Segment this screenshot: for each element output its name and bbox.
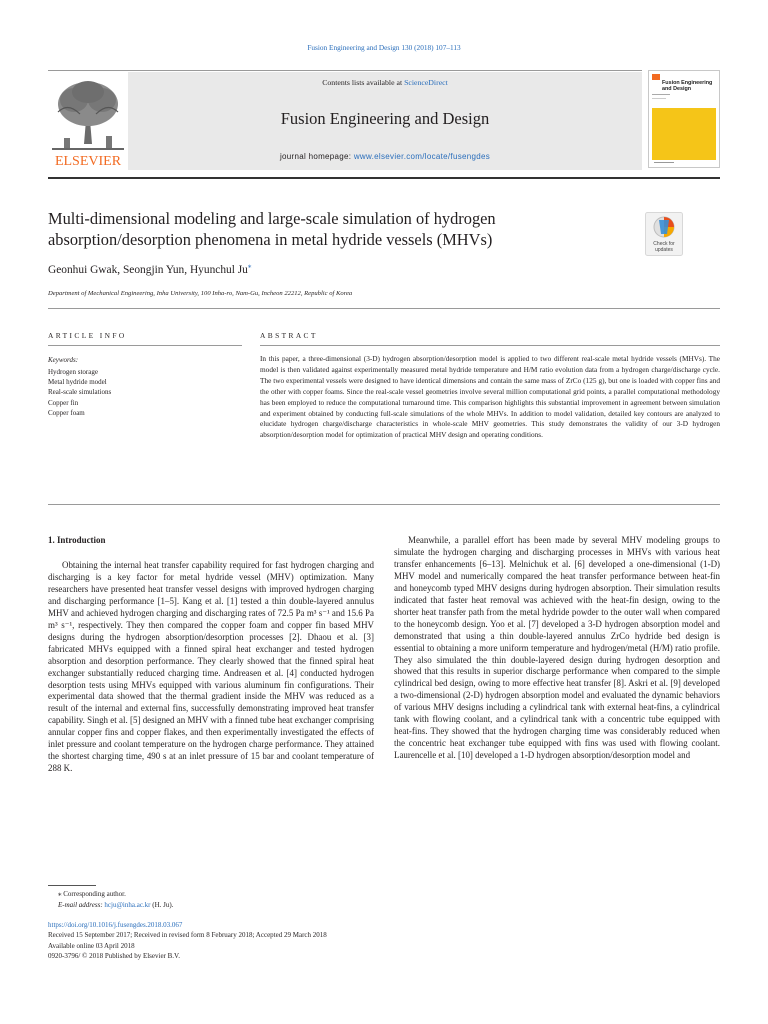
- svg-text:updates: updates: [655, 247, 673, 253]
- email-label: E-mail address:: [58, 900, 105, 909]
- crossmark-icon: [645, 212, 683, 256]
- affiliation-rule: [48, 308, 720, 309]
- homepage-link[interactable]: www.elsevier.com/locate/fusengdes: [353, 152, 491, 161]
- elsevier-wordmark: ELSEVIER: [54, 154, 122, 169]
- affiliation: Department of Mechanical Engineering, Inha University, 100 Inha-ro, Nam-Gu, Incheon 22212, Republic of Korea: [48, 290, 353, 297]
- cover-title-line1: Fusion Engineering: [662, 80, 713, 86]
- footnote-corresponding: ⁎ Corresponding author.: [58, 890, 126, 898]
- contents-line: [128, 78, 642, 87]
- homepage-line: [128, 152, 642, 161]
- corresponding-author-footnote: [48, 889, 173, 910]
- abstract-text: In this paper, a three-dimensional (3-D) hydrogen absorption/desorption model is applied to two different real-scale metal hydride vessels (MHVs). The model is then validated against experimentally measured metal hydride temperature and H/M ratio evolution data from a hydrogen charge/discharge cycle. The two experimental vessels were designed to have identical dimensions and contain the same mass of ZrCo (125 g), but one is loaded with copper fins and the other with copper foams. Since the real-scale vessel geometries involve several million computational grid points, a parallel computational methodology has been employed to reduce the computational turnaround time. This comparison highlights this substantial improvement in agreement between simulation and experiment obtained by conducting full-scale simulations of the whole MHVs. In addition to model validation, detailed key contours are analyzed to elucidate hydrogen charge/discharge characteristics in whole-scale MHV geometries. This study demonstrates the validity of our 3-D hydrogen absorption/desorption model for optimization of practical MHV design and operating conditions.: [260, 354, 720, 440]
- email-link[interactable]: hcju@inha.ac.kr: [104, 900, 151, 909]
- elsevier-logo: [48, 72, 128, 170]
- email-suffix: (H. Ju).: [150, 900, 174, 909]
- journal-title: Fusion Engineering and Design: [280, 109, 490, 128]
- author-list: [48, 262, 251, 276]
- keyword: Copper fin: [48, 398, 79, 407]
- keyword: Hydrogen storage: [48, 368, 98, 376]
- keyword: Real-scale simulations: [48, 388, 112, 397]
- available-online: Available online 03 April 2018: [48, 941, 135, 950]
- corresponding-author-mark[interactable]: ⁎: [247, 262, 252, 270]
- body-column-left: Obtaining the internal heat transfer capability required for fast hydrogen charging and discharging is a key factor for metal hydride vessel (MHV) optimization. Many researchers have presented heat transfer vessel designs with improved hydrogen charging and discharging performance [1–5]. Kang et al. [1] tested a thin double-layered annulus MHV and achieved hydrogen charging and discharging rates of 72.5 Pa m³ s⁻¹ and 15.6 Pa m³ s⁻¹, respectively. They then compared the copper foam and copper fin based MHV designs during the hydrogen absorption/desorption processes [2]. Dhaou et al. [3] fabricated MHVs equipped with a finned spiral heat exchanger and tested hydrogen absorption and desorption performance. They clearly showed that the finned spiral heat exchanger substantially reduced charging time. Andreasen et al. [4] conducted hydrogen desorption tests using MHVs equipped with various aluminum fin configurations. Their experimental data showed that the thermal gradient inside the MHV was reduced as a result of the internal and external fins, successfully demonstrating improved heat transfer capability. Singh et al. [5] designed an MHV with a finned tube heat exchanger comprising annular copper fins and copper flakes, and then experimentally investigated the effects of inlet pressure and coolant temperature on the hydrogen charge performance. They attained the shortest charging time, 490 s at an inlet pressure of 15 bar and coolant temperature of 288 K.: [48, 560, 374, 774]
- journal-cover-thumbnail[interactable]: [648, 70, 720, 168]
- abstract-bottom-rule: [48, 504, 720, 505]
- abstract-heading: ABSTRACT: [260, 331, 318, 340]
- keyword: Copper foam: [48, 408, 85, 417]
- section-heading-introduction: 1. Introduction: [48, 535, 106, 545]
- sciencedirect-link[interactable]: ScienceDirect: [404, 78, 448, 87]
- masthead-top-rule: [48, 70, 642, 71]
- check-for-updates-badge[interactable]: [645, 212, 683, 256]
- keyword: Metal hydride model: [48, 378, 107, 387]
- homepage-prefix: journal homepage:: [279, 152, 354, 161]
- elsevier-tree-icon: [48, 72, 128, 170]
- authors-text: Geonhui Gwak, Seongjin Yun, Hyunchul Ju: [48, 263, 248, 276]
- paper-title: Multi-dimensional modeling and large-scale simulation of hydrogen absorption/desorption phenomena in metal hydride vessels (MHVs): [48, 209, 496, 249]
- keywords-list: [48, 367, 111, 418]
- received-dates: Received 15 September 2017; Received in revised form 8 February 2018; Accepted 29 March 2018: [48, 931, 327, 940]
- abstract-rule: [260, 345, 720, 346]
- contents-prefix: Contents lists available at: [322, 78, 405, 87]
- header-rule: [48, 177, 720, 179]
- copyright-line: 0920-3796/ © 2018 Published by Elsevier B.V.: [48, 951, 180, 960]
- doi-link[interactable]: https://doi.org/10.1016/j.fusengdes.2018.03.067: [48, 921, 183, 929]
- svg-text:Check for: Check for: [653, 241, 675, 247]
- cover-yellow-panel: [652, 108, 716, 160]
- footnote-email-line: [48, 900, 173, 911]
- journal-reference-link[interactable]: Fusion Engineering and Design 130 (2018) 107–113: [307, 43, 461, 52]
- body-column-right: Meanwhile, a parallel effort has been made by several MHV modeling groups to simulate the hydrogen charging and discharging processes in MHVs with various heat transfer enhancements [6–13]. Melnichuk et al. [6] developed a one-dimensional (1-D) MHV model and numerically compared the heat transfer performance between heat-fin and honeycomb typed MHV designs during hydrogen absorption. Their simulation results indicated that faster heat removal was achieved with the heat-fin design, owing to the shorter heat transfer path from the metal hydride powder to the outer wall when compared to the honeycomb design. Yoo et al. [7] developed a 3-D hydrogen absorption model and demonstrated that using a thin double-layered annulus ZrCo hydride bed design is essential to obtaining a more uniform temperature and hydrogen/metal (H/M) ratio profile. They also simulated the thin double-layered design during hydrogen desorption and showed that this results in superior discharge performance when compared to the simple cylindrical bed design, owing to more effective heat transfer [8]. Askri et al. [9] developed a two-dimensional (2-D) hydrogen absorption model and evaluated the dynamic behaviors of various MHV designs including a cylindrical tank with external heat-fins, a cylindrical tank with flowing coolant, and a cylindrical tank with a concentric tube equipped with heat-fins. They showed that the hydrogen charging time was considerably reduced when the concentric heat exchanger tube equipped with fins was used with flowing coolant. Laurencelle et al. [10] developed a 1-D hydrogen absorption/desorption model and: [394, 535, 720, 761]
- keywords-label: Keywords:: [48, 356, 79, 364]
- footnote-rule: [48, 885, 96, 886]
- article-info-heading: ARTICLE INFO: [48, 331, 127, 340]
- article-info-rule: [48, 345, 242, 346]
- article-meta-footer: [48, 920, 327, 961]
- journal-reference[interactable]: [0, 43, 768, 52]
- cover-title-line2: and Design: [662, 86, 692, 92]
